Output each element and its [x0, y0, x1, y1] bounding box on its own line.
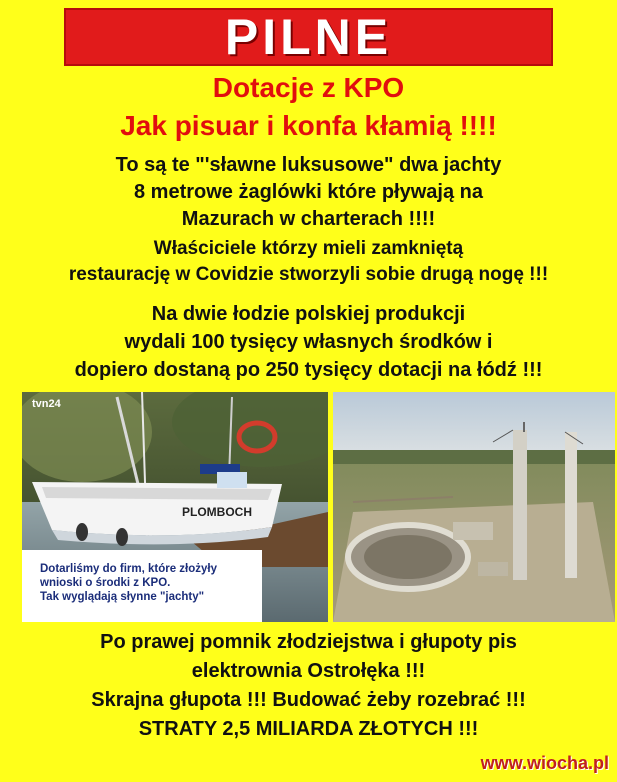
paragraph-2-line: restaurację w Covidzie stworzyli sobie drugą nogę !!!: [68, 264, 549, 285]
caption-line: wnioski o środki z KPO.: [40, 577, 171, 589]
paragraph-2-line: Właściciele którzy mieli zamkniętą: [153, 238, 464, 259]
paragraph-4-line: Skrajna głupota !!! Budować żeby rozebrać !!!: [91, 689, 526, 711]
tvn24-logo: tvn24: [32, 398, 61, 410]
paragraph-4-line: Po prawej pomnik złodziejstwa i głupoty pis: [100, 631, 517, 653]
paragraph-3: [0, 300, 617, 384]
caption-line: Dotarliśmy do firm, które złożyły: [40, 563, 218, 575]
boat-name: PLOMBOCH: [182, 505, 252, 519]
banner-title: PILNE: [224, 9, 393, 65]
caption-line: Tak wyglądają słynne "jachty": [40, 591, 205, 603]
paragraph-3-line: dopiero dostaną po 250 tysięcy dotacji na łódź !!!: [74, 359, 543, 381]
paragraph-1-line: To są te "'sławne luksusowe" dwa jachty: [115, 154, 502, 176]
pilne-banner: [64, 8, 553, 66]
paragraph-1-line: Mazurach w charterach !!!!: [181, 208, 436, 230]
paragraph-3-line: Na dwie łodzie polskiej produkcji: [151, 303, 466, 325]
power-plant-illustration: [333, 392, 615, 622]
headline-line-2: Jak pisuar i konfa kłamią !!!!: [120, 110, 497, 141]
paragraph-4-line: elektrownia Ostrołęka !!!: [191, 660, 426, 682]
headline-line-1: Dotacje z KPO: [212, 72, 405, 103]
paragraph-2: [0, 236, 617, 288]
power-plant-photo: [333, 392, 615, 622]
paragraph-4-line: STRATY 2,5 MILIARDA ZŁOTYCH !!!: [138, 718, 479, 740]
paragraph-3-line: wydali 100 tysięcy własnych środków i: [124, 331, 493, 353]
paragraph-1-line: 8 metrowe żaglówki które pływają na: [133, 181, 483, 203]
site-watermark: www.wiocha.pl: [480, 753, 609, 773]
paragraph-4: [0, 628, 617, 744]
yacht-photo: [22, 392, 328, 622]
photo-caption: [22, 550, 262, 622]
paragraph-1: [0, 152, 617, 233]
